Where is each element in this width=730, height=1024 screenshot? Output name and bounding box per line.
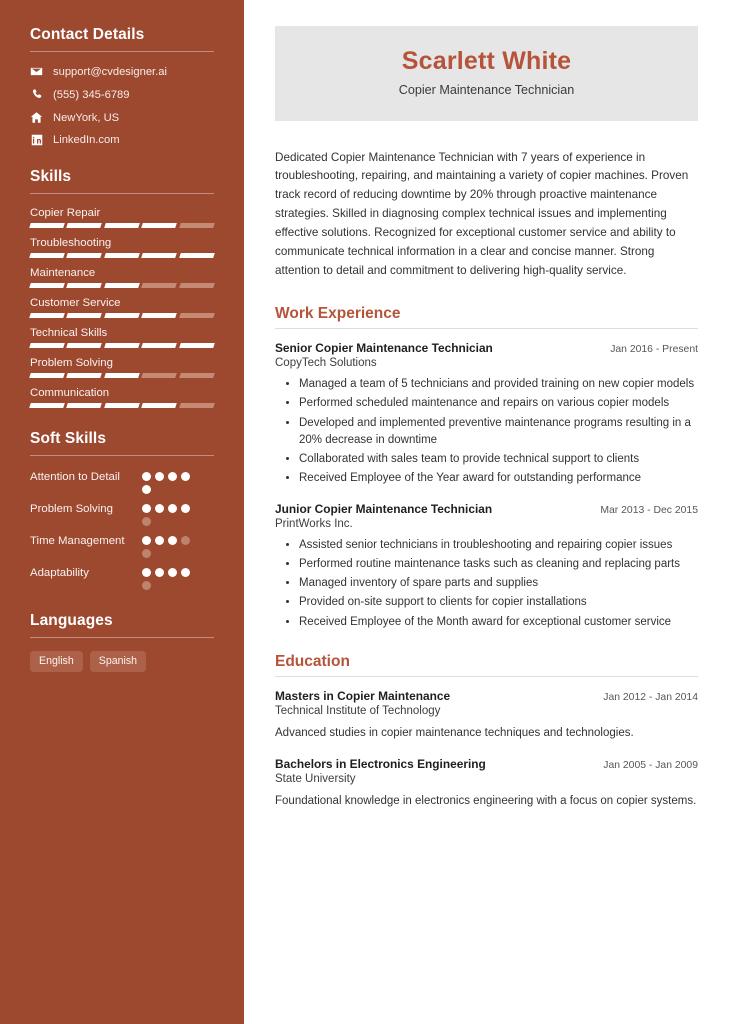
- contact-item[interactable]: [30, 88, 214, 101]
- section-divider: [30, 51, 214, 52]
- soft-skills-heading: Soft Skills: [30, 430, 107, 447]
- contact-item-value: support@cvdesigner.ai: [53, 65, 167, 78]
- skill-level-segment: [179, 343, 215, 348]
- skill-level-segment: [141, 343, 177, 348]
- skill-level-segment: [29, 313, 65, 318]
- skill-level-segment: [29, 343, 65, 348]
- education-entry-title: Bachelors in Electronics Engineering: [275, 756, 486, 771]
- work-entry-organization: CopyTech Solutions: [275, 357, 377, 370]
- skill-level-segment: [104, 373, 140, 378]
- contact-item[interactable]: [30, 65, 214, 78]
- education-entry-date: Jan 2012 - Jan 2014: [603, 691, 698, 703]
- education-entry-institution: State University: [275, 772, 356, 785]
- skill-level-segment: [179, 253, 215, 258]
- soft-skill-level-dot: [181, 472, 190, 481]
- skill-label: Maintenance: [30, 267, 96, 279]
- education-entry: [275, 689, 698, 743]
- contact-item-value: NewYork, US: [53, 111, 120, 124]
- work-bullet: • Collaborated with sales team to provide technical support to clients: [299, 451, 698, 468]
- education-entry-description: Foundational knowledge in electronics engineering with a focus on copier systems.: [275, 794, 697, 807]
- skill-item: [30, 327, 214, 348]
- skill-level-segment: [179, 373, 215, 378]
- candidate-name: Scarlett White: [401, 47, 572, 75]
- education-entry-description: Advanced studies in copier maintenance techniques and technologies.: [275, 726, 634, 739]
- education-heading: Education: [275, 652, 350, 670]
- work-bullet-list: [275, 537, 698, 631]
- skills-list: [30, 207, 214, 408]
- contact-details-section: [30, 26, 214, 146]
- section-divider: [30, 193, 214, 194]
- work-bullet-list: [275, 376, 698, 488]
- envelope-icon: [30, 65, 43, 78]
- soft-skill-label: Attention to Detail: [30, 471, 120, 483]
- linkedin-icon: [30, 134, 43, 146]
- skill-level-segment: [29, 403, 65, 408]
- skill-label: Technical Skills: [30, 327, 108, 339]
- soft-skill-level-dot: [155, 536, 164, 545]
- skill-level-segment: [141, 313, 177, 318]
- work-bullet: • Received Employee of the Month award for exceptional customer service: [299, 614, 698, 631]
- skill-level-bar: [30, 283, 214, 288]
- work-entry-title: Junior Copier Maintenance Technician: [275, 501, 493, 516]
- languages-section: [30, 612, 214, 672]
- skill-level-segment: [67, 373, 103, 378]
- education-entry-header: [275, 689, 698, 703]
- skill-level-segment: [141, 253, 177, 258]
- soft-skill-level-dot: [168, 568, 177, 577]
- contact-item-value: (555) 345-6789: [53, 88, 130, 101]
- language-chip[interactable]: English: [30, 651, 83, 672]
- work-experience-heading: Work Experience: [275, 305, 401, 323]
- work-bullet: • Provided on-site support to clients for copier installations: [299, 594, 698, 611]
- soft-skill-level-dot: [168, 504, 177, 513]
- skill-level-bar: [30, 313, 214, 318]
- skill-level-segment: [104, 223, 140, 228]
- education-entry-title: Masters in Copier Maintenance: [275, 688, 451, 703]
- skill-label: Customer Service: [30, 297, 121, 309]
- skill-item: [30, 237, 214, 258]
- education-entry-header: [275, 757, 698, 771]
- skill-level-segment: [67, 253, 103, 258]
- skill-level-segment: [29, 283, 65, 288]
- languages-heading: Languages: [30, 612, 113, 629]
- skill-level-segment: [179, 313, 215, 318]
- soft-skill-item: [30, 501, 214, 526]
- soft-skill-level-dot: [168, 536, 177, 545]
- work-entry: [275, 502, 698, 631]
- soft-skill-level-dot: [142, 568, 151, 577]
- education-entry: [275, 757, 698, 811]
- languages-list: [30, 651, 214, 672]
- main-content: [244, 0, 730, 1024]
- skill-level-segment: [104, 253, 140, 258]
- soft-skill-level-dot: [142, 581, 151, 590]
- skill-label: Communication: [30, 387, 110, 399]
- skill-item: [30, 297, 214, 318]
- soft-skill-item: [30, 469, 214, 494]
- contact-details-heading: Contact Details: [30, 26, 145, 43]
- work-entry-date: Mar 2013 - Dec 2015: [600, 504, 698, 516]
- work-bullet: • Managed a team of 5 technicians and provided training on new copier models: [299, 376, 698, 393]
- skill-level-bar: [30, 403, 214, 408]
- skill-level-segment: [67, 283, 103, 288]
- work-entry-header: [275, 341, 698, 355]
- soft-skill-level-dots: [142, 469, 198, 494]
- work-experience-list: [275, 341, 698, 631]
- soft-skill-level-dot: [155, 472, 164, 481]
- skill-label: Troubleshooting: [30, 237, 112, 249]
- professional-summary: Dedicated Copier Maintenance Technician with 7 years of experience in troubleshooting, repairing, and maintaining a variety of copier machines. Proven track record of reducing downtime by 20% through proactive maintenance strategies. Skilled in diagnosing complex technical issues and implementing effective solutions. Recognized for exceptional customer service and ability to communicate technical information in a clear and concise manner. Strong attention to detail and commitment to delivering high-quality service.: [275, 150, 689, 278]
- soft-skill-label: Problem Solving: [30, 503, 113, 515]
- section-divider: [275, 676, 698, 677]
- skill-level-segment: [29, 253, 65, 258]
- skill-level-segment: [179, 403, 215, 408]
- skill-level-segment: [67, 313, 103, 318]
- skill-level-segment: [179, 223, 215, 228]
- soft-skills-section: [30, 430, 214, 590]
- skill-item: [30, 387, 214, 408]
- soft-skill-level-dot: [142, 536, 151, 545]
- education-section: [275, 653, 698, 811]
- contact-list: [30, 65, 214, 146]
- work-entry-header: [275, 502, 698, 516]
- work-entry-organization: PrintWorks Inc.: [275, 517, 353, 530]
- language-chip[interactable]: Spanish: [90, 651, 146, 672]
- skill-level-bar: [30, 373, 214, 378]
- skill-item: [30, 207, 214, 228]
- skill-item: [30, 267, 214, 288]
- soft-skill-level-dot: [168, 472, 177, 481]
- skill-level-segment: [29, 223, 65, 228]
- work-bullet: • Managed inventory of spare parts and supplies: [299, 575, 698, 592]
- soft-skill-level-dot: [142, 517, 151, 526]
- skill-level-segment: [141, 283, 177, 288]
- skills-heading: Skills: [30, 168, 72, 185]
- soft-skill-item: [30, 565, 214, 590]
- education-entry-institution: Technical Institute of Technology: [275, 704, 441, 717]
- contact-item[interactable]: [30, 111, 214, 124]
- work-experience-section: [275, 305, 698, 631]
- phone-icon: [30, 88, 43, 101]
- skill-level-segment: [67, 223, 103, 228]
- soft-skill-level-dot: [155, 504, 164, 513]
- work-bullet: • Developed and implemented preventive maintenance programs resulting in a 20% decrease in downtime: [299, 415, 698, 450]
- skill-level-segment: [141, 373, 177, 378]
- work-bullet: • Performed scheduled maintenance and repairs on various copier models: [299, 395, 698, 412]
- skill-label: Problem Solving: [30, 357, 113, 369]
- soft-skill-level-dots: [142, 565, 198, 590]
- work-bullet: • Received Employee of the Year award for outstanding performance: [299, 470, 698, 487]
- skill-level-segment: [29, 373, 65, 378]
- sidebar: [0, 0, 244, 1024]
- section-divider: [30, 455, 214, 456]
- home-icon: [30, 111, 43, 124]
- education-list: [275, 689, 698, 811]
- soft-skill-label: Time Management: [30, 535, 125, 547]
- soft-skill-level-dots: [142, 501, 198, 526]
- soft-skill-level-dot: [142, 472, 151, 481]
- skill-level-segment: [104, 283, 140, 288]
- skill-level-segment: [104, 403, 140, 408]
- contact-item[interactable]: [30, 134, 214, 146]
- skill-level-segment: [104, 343, 140, 348]
- soft-skill-level-dot: [181, 536, 190, 545]
- section-divider: [275, 328, 698, 329]
- work-bullet: • Assisted senior technicians in troubleshooting and repairing copier issues: [299, 537, 698, 554]
- work-entry: [275, 341, 698, 488]
- skill-level-bar: [30, 253, 214, 258]
- soft-skill-level-dot: [142, 504, 151, 513]
- work-entry-date: Jan 2016 - Present: [610, 344, 698, 356]
- skill-item: [30, 357, 214, 378]
- soft-skill-level-dot: [142, 485, 151, 494]
- skill-level-segment: [67, 343, 103, 348]
- skill-level-bar: [30, 223, 214, 228]
- skill-level-segment: [67, 403, 103, 408]
- work-entry-title: Senior Copier Maintenance Technician: [275, 341, 493, 356]
- skill-level-segment: [104, 313, 140, 318]
- soft-skills-list: [30, 469, 214, 590]
- skill-level-segment: [141, 403, 177, 408]
- work-bullet: • Performed routine maintenance tasks such as cleaning and replacing parts: [299, 556, 698, 573]
- soft-skill-level-dot: [155, 568, 164, 577]
- skill-level-segment: [179, 283, 215, 288]
- soft-skill-level-dot: [142, 549, 151, 558]
- soft-skill-level-dots: [142, 533, 198, 558]
- soft-skill-item: [30, 533, 214, 558]
- contact-item-value: LinkedIn.com: [53, 134, 120, 146]
- skill-level-segment: [141, 223, 177, 228]
- skills-section: [30, 168, 214, 408]
- soft-skill-level-dot: [181, 568, 190, 577]
- skill-label: Copier Repair: [30, 207, 101, 219]
- education-entry-date: Jan 2005 - Jan 2009: [603, 759, 698, 771]
- candidate-header-card: [275, 26, 698, 121]
- candidate-role: Copier Maintenance Technician: [398, 82, 575, 97]
- skill-level-bar: [30, 343, 214, 348]
- soft-skill-label: Adaptability: [30, 567, 89, 579]
- section-divider: [30, 637, 214, 638]
- soft-skill-level-dot: [181, 504, 190, 513]
